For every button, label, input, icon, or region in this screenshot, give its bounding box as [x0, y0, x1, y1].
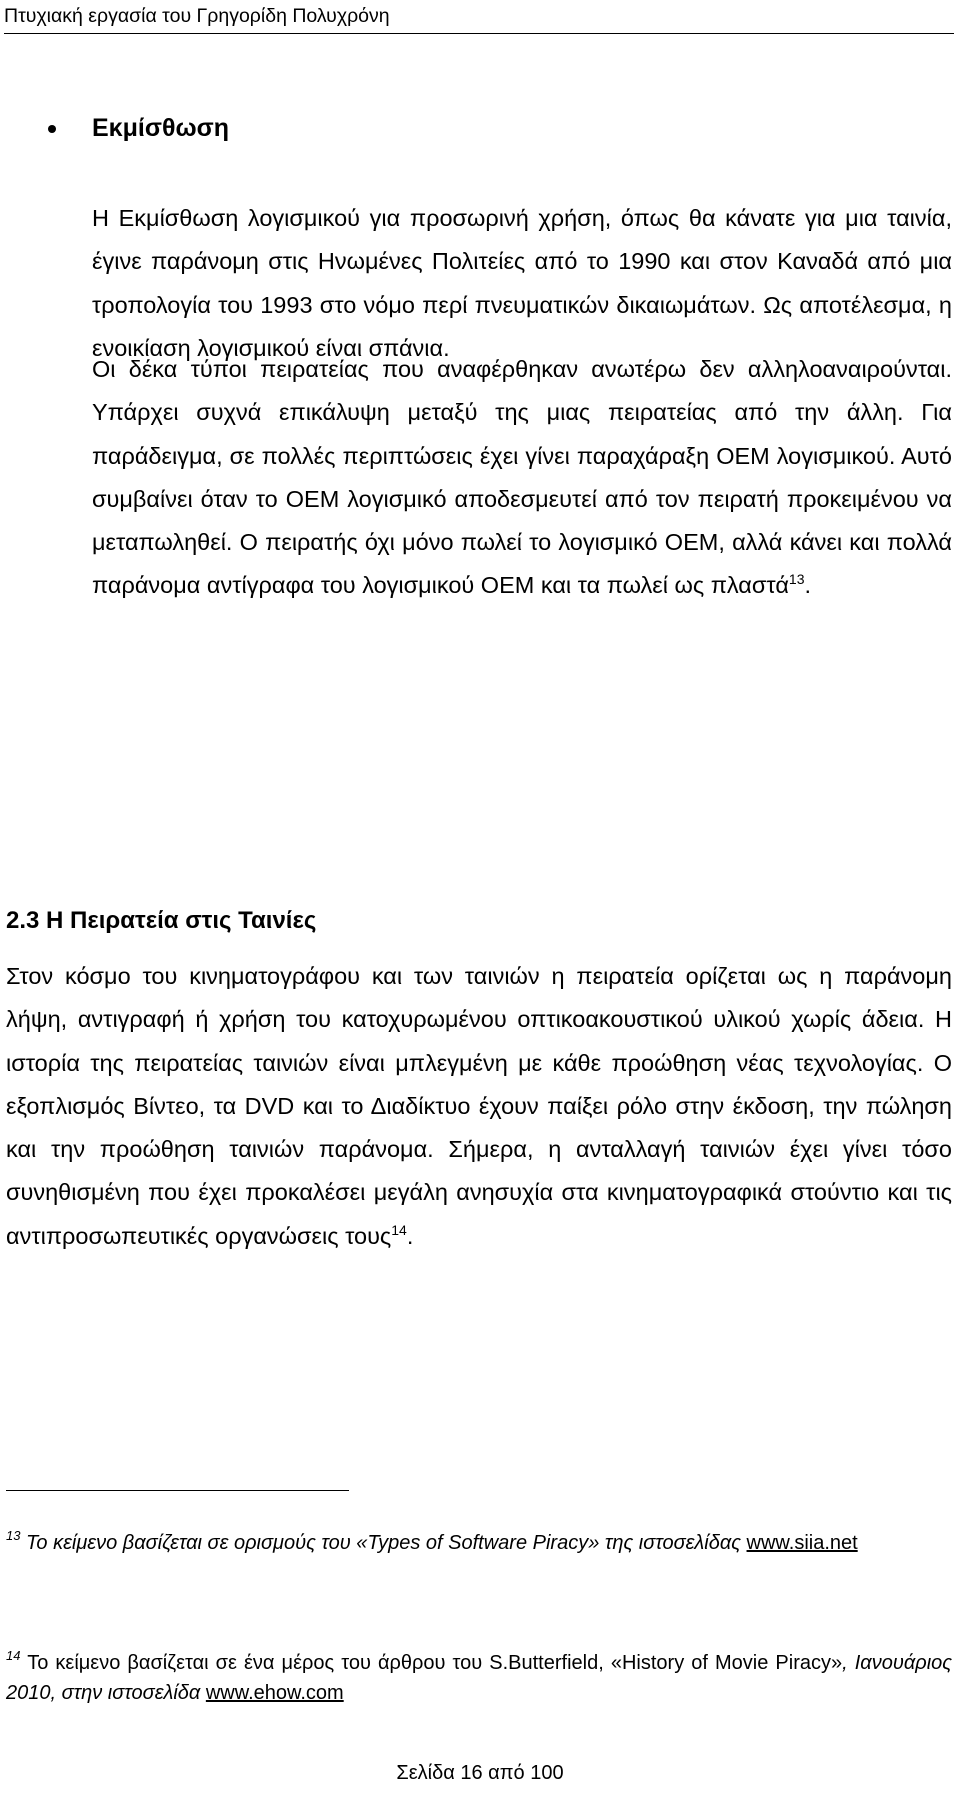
footnote-separator [6, 1490, 349, 1491]
footnote-ref-13[interactable]: 13 [788, 571, 805, 588]
bullet-heading: Εκμίσθωση [92, 114, 229, 142]
footnote-13-link[interactable]: www.siia.net [746, 1532, 858, 1554]
running-header: Πτυχιακή εργασία του Γρηγορίδη Πολυχρόνη [4, 4, 954, 34]
paragraph-movie-piracy [6, 955, 952, 1258]
paragraph-movie-piracy-text: Στον κόσμο του κινηματογράφου και των ταινιών η πειρατεία ορίζεται ως η παράνομη λήψη, αντιγραφή ή χρήση του κατοχυρωμένου οπτικοακουστικού υλικού χωρίς άδεια. Η ιστορία της πειρατείας ταινιών είναι μπλεγμένη με κάθε προώθηση νέας τεχνολογίας. Ο εξοπλισμός Βίντεο, τα DVD και το Διαδίκτυο έχουν παίξει ρόλο στην έκδοση, την πώληση και την προώθηση ταινιών παράνομα. Σήμερα, η ανταλλαγή ταινιών έχει γίνει τόσο συνηθισμένη που έχει προκαλέσει μεγάλη ανησυχία στα κινηματογραφικά στούντιο και τις αντιπροσωπευτικές οργανώσεις τους [6, 963, 952, 1249]
bullet-icon [48, 125, 56, 133]
footnote-ref-14[interactable]: 14 [391, 1221, 407, 1238]
footnote-14-link[interactable]: www.ehow.com [205, 1682, 344, 1704]
paragraph-overlap [92, 348, 952, 608]
footnote-14-text-italic: , Ιανουάριος 2010, στην ιστοσελίδα [6, 1652, 952, 1704]
footnote-13 [6, 1528, 952, 1558]
paragraph-overlap-text: Οι δέκα τύποι πειρατείας που αναφέρθηκαν ανωτέρω δεν αλληλοαναιρούνται. Υπάρχει συχνά επικάλυψη μεταξύ της μιας πειρατείας από την άλλη. Για παράδειγμα, σε πολλές περιπτώσεις έχει γίνει παραχάραξη OEM λογισμικού. Αυτό συμβαίνει όταν το OEM λογισμικό αποδεσμευτεί από τον πειρατή προκειμένου να μεταπωληθεί. Ο πειρατής όχι μόνο πωλεί το λογισμικό OEM, αλλά κάνει και πολλά παράνομα αντίγραφα του λογισμικού OEM και τα πωλεί ως πλαστά [92, 356, 952, 599]
paragraph-rental-text: Η Εκμίσθωση λογισμικού για προσωρινή χρήση, όπως θα κάνατε για μια ταινία, έγινε παράνομη στις Ηνωμένες Πολιτείες από το 1990 και στον Καναδά από μια τροπολογία του 1993 στο νόμο περί πνευματικών δικαιωμάτων. Ως αποτέλεσμα, η ενοικίαση λογισμικού είναι σπάνια. [92, 205, 952, 361]
footnote-14-text: Το κείμενο βασίζεται σε ένα μέρος του άρθρου του S.Butterfield, «History of Movie Piracy» [27, 1652, 843, 1674]
paragraph-rental [92, 197, 952, 370]
footnote-13-number: 13 [6, 1528, 21, 1543]
footnote-14 [6, 1648, 952, 1708]
paragraph-overlap-end: . [804, 572, 812, 599]
paragraph-movie-piracy-end: . [406, 1222, 414, 1249]
page-number: Σελίδα 16 από 100 [396, 1762, 564, 1784]
footnote-14-number: 14 [6, 1648, 21, 1663]
section-title: 2.3 Η Πειρατεία στις Ταινίες [6, 907, 317, 934]
footnote-13-text: Το κείμενο βασίζεται σε ορισμούς του «Types of Software Piracy» της ιστοσελίδας [26, 1532, 741, 1554]
